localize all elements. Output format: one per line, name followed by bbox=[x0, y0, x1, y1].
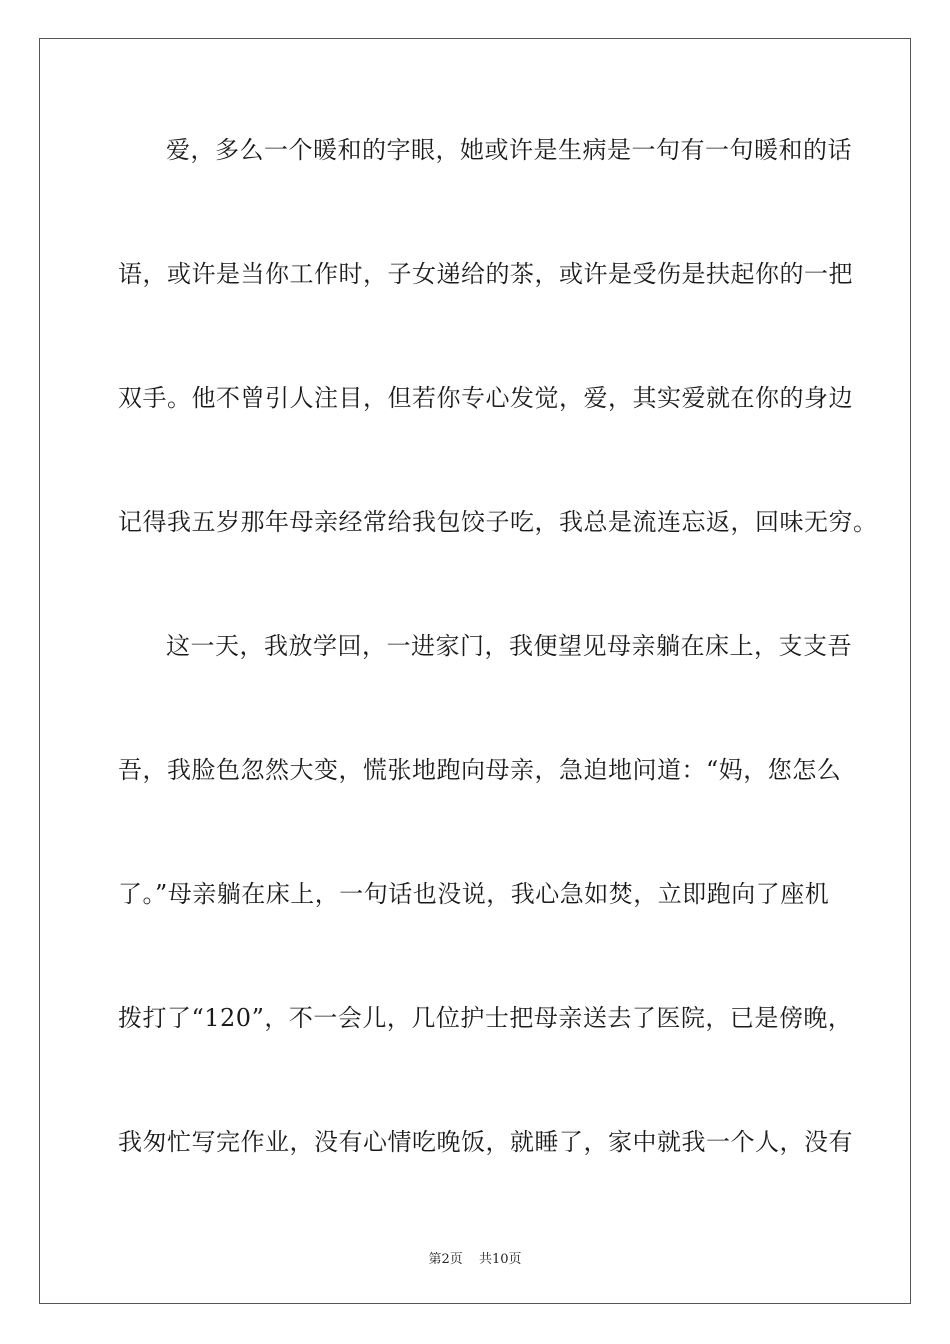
page-total: 共10页 bbox=[478, 1252, 522, 1267]
paragraph-line-3: 双手。他不曾引人注目，但若你专心发觉，爱，其实爱就在你的身边 bbox=[118, 384, 853, 412]
paragraph-line-5: 这一天，我放学回，一进家门，我便望见母亲躺在床上，支支吾 bbox=[166, 632, 852, 660]
paragraph-line-9: 我匆忙写完作业，没有心情吃晚饭，就睡了，家中就我一个人，没有 bbox=[118, 1128, 853, 1156]
paragraph-line-6: 吾，我脸色忽然大变，慌张地跑向母亲，急迫地问道：“妈，您怎么 bbox=[118, 756, 842, 784]
paragraph-line-8: 拨打了“120”，不一会儿，几位护士把母亲送去了医院，已是傍晚， bbox=[118, 1004, 853, 1032]
paragraph-line-7: 了。”母亲躺在床上，一句话也没说，我心急如焚，立即跑向了座机 bbox=[118, 880, 830, 908]
page-frame bbox=[39, 38, 911, 1304]
paragraph-line-1: 爱，多么一个暖和的字眼，她或许是生病是一句有一句暖和的话 bbox=[166, 136, 852, 164]
paragraph-line-4: 记得我五岁那年母亲经常给我包饺子吃，我总是流连忘返，回味无穷。 bbox=[118, 508, 878, 536]
paragraph-line-2: 语，或许是当你工作时，子女递给的茶，或许是受伤是扶起你的一把 bbox=[118, 260, 853, 288]
page-footer bbox=[0, 1248, 950, 1267]
page-number: 第2页 bbox=[428, 1252, 463, 1267]
